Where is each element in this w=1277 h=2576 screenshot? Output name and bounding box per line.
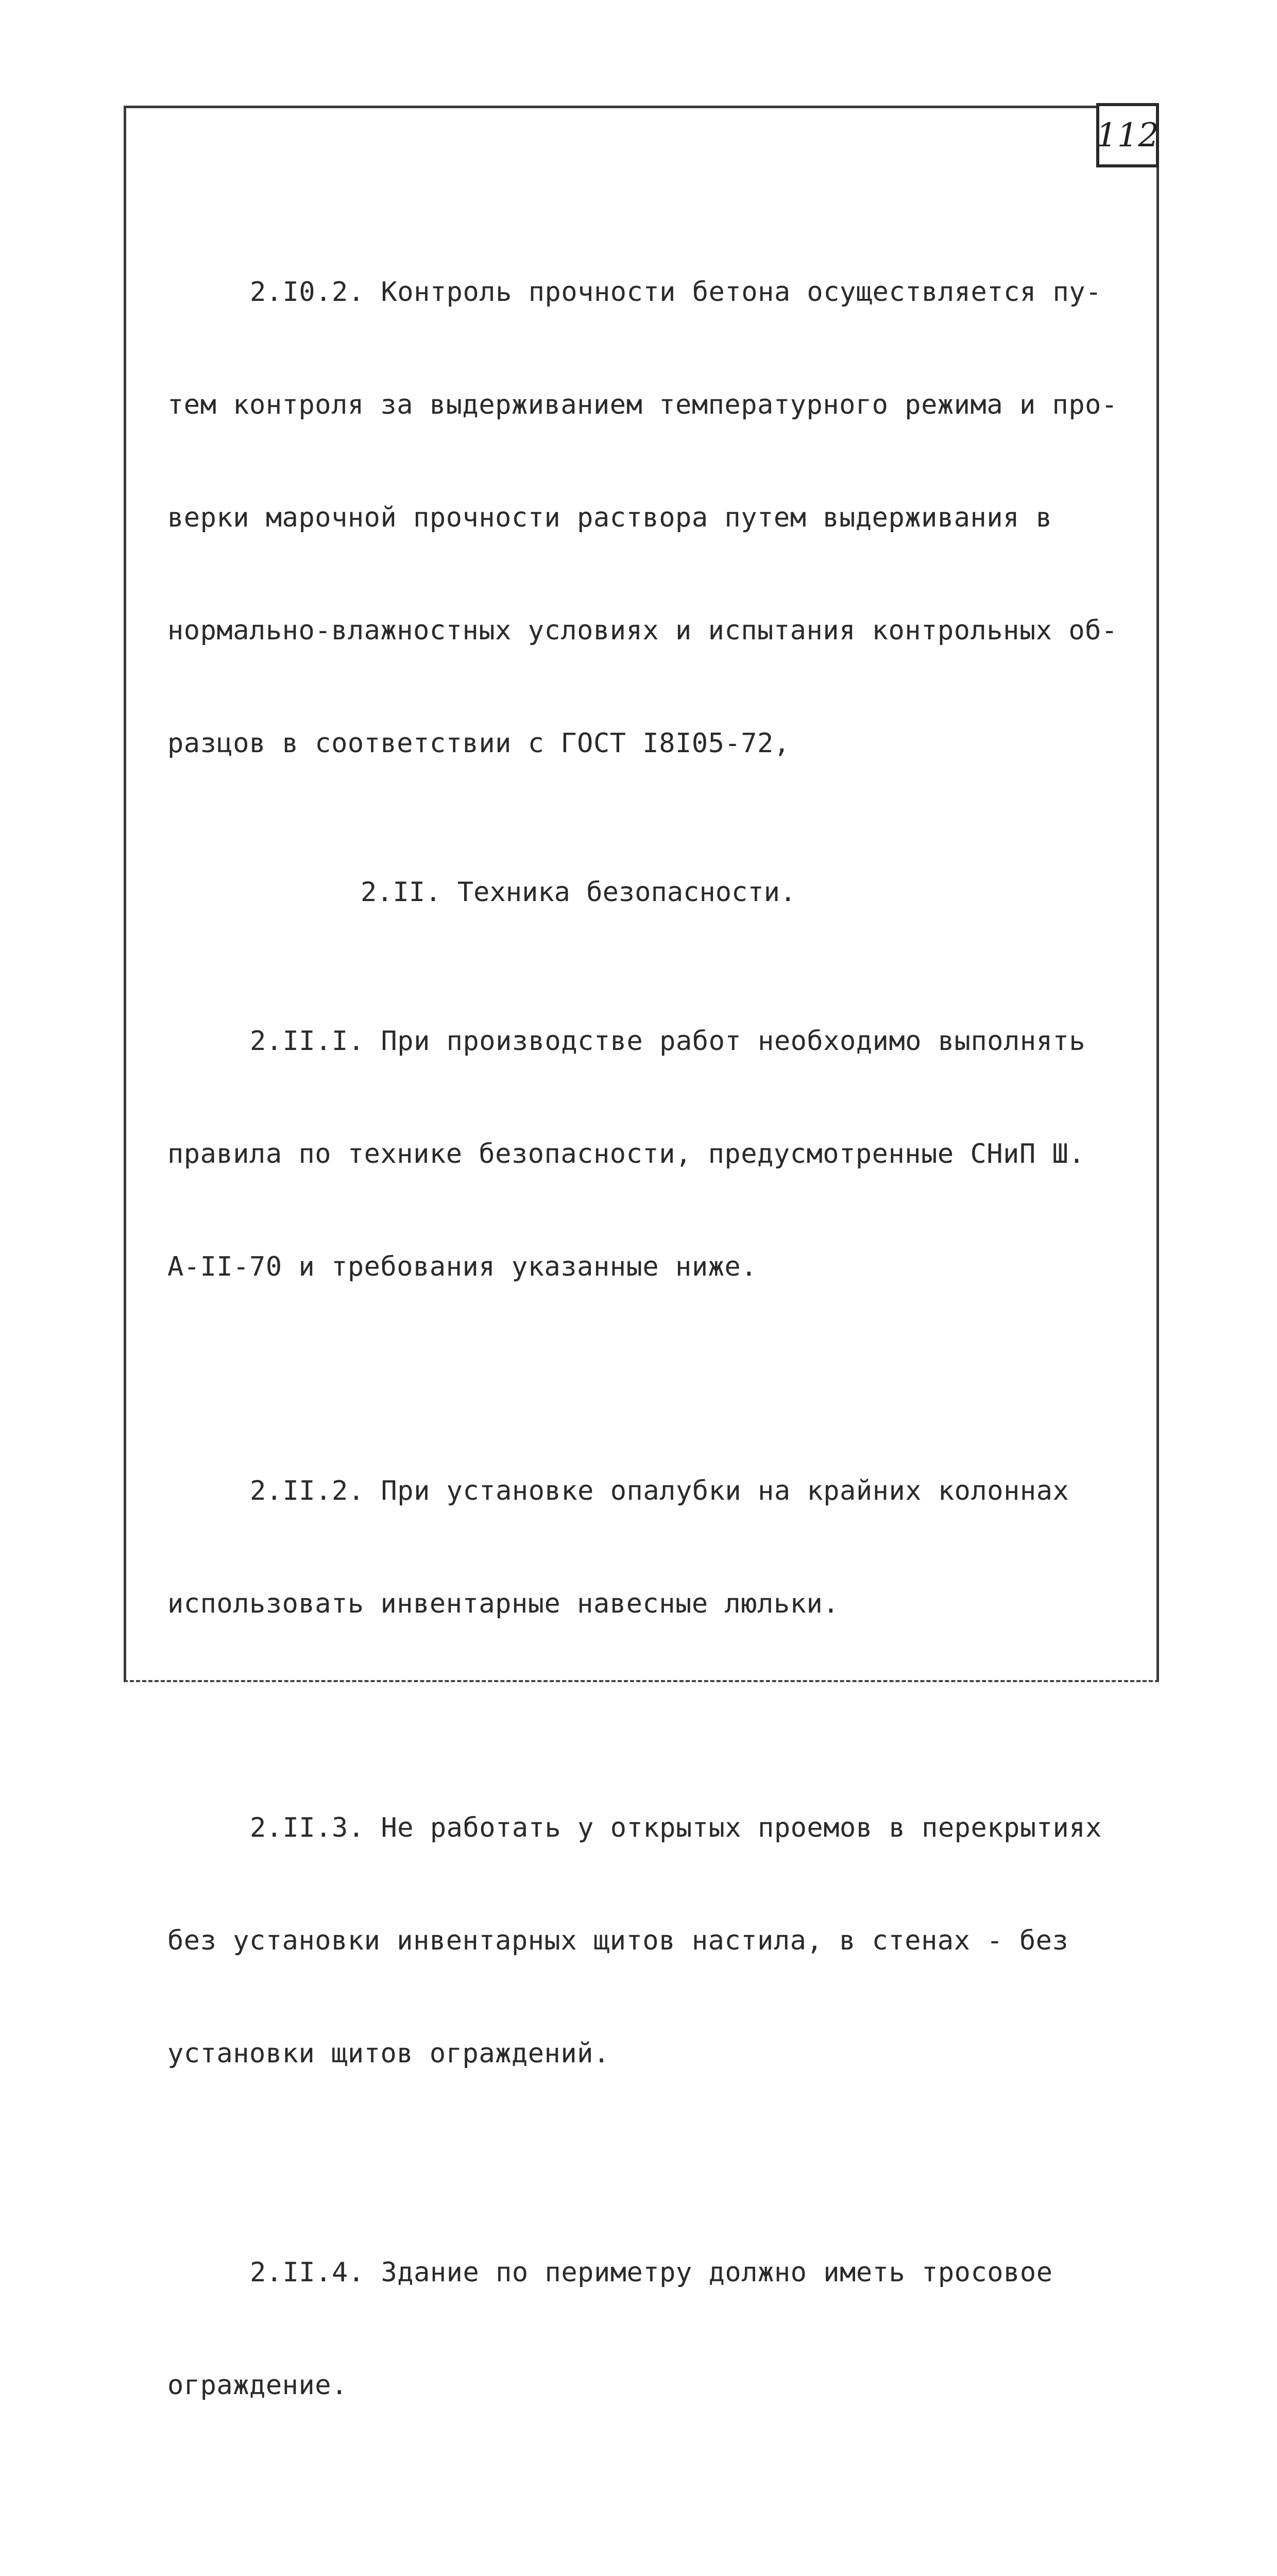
page-number: 112 — [1096, 103, 1159, 167]
text-line: 2.II.2. При установке опалубки на крайних колоннах — [250, 1476, 1069, 1506]
text-line: ограждение. — [167, 2370, 348, 2401]
text-line: 2.II.3. Не работать у открытых проемов в перекрытиях — [250, 1812, 1102, 1843]
paragraph-2-11-5 — [167, 2518, 1136, 2576]
text-line: 2.II.4. Здание по периметру должно иметь тросовое — [250, 2257, 1053, 2288]
text-line: А-II-70 и требования указанные ниже. — [167, 1251, 758, 1282]
text-line: установки щитов ограждений. — [167, 2038, 610, 2069]
text-line: без установки инвентарных щитов настила, в стенах - без — [167, 1925, 1069, 1956]
section-heading: 2.II. Техника безопасности. — [361, 877, 796, 908]
text-line: использовать инвентарные навесные люльки. — [167, 1588, 840, 1619]
document-body — [167, 198, 1136, 2576]
text-line: 2.I0.2. Контроль прочности бетона осуществляется пу- — [250, 277, 1102, 308]
paragraph-2-11-1 — [167, 947, 1136, 1361]
text-line: тем контроля за выдерживанием температурного режима и про- — [167, 389, 1118, 420]
paragraph-2-11-4 — [167, 2179, 1136, 2480]
paragraph-2-11-2 — [167, 1397, 1136, 1698]
paragraph-2-11-3 — [167, 1734, 1136, 2148]
text-line: разцов в соответствии с ГОСТ I8I05-72, — [167, 728, 790, 759]
paragraph-2-10-2 — [167, 198, 1136, 838]
text-line: нормально-влажностных условиях и испытания контрольных об- — [167, 615, 1118, 646]
text-line: правила по технике безопасности, предусмотренные СНиП Ш. — [167, 1139, 1085, 1170]
text-line: верки марочной прочности раствора путем выдерживания в — [167, 502, 1052, 533]
text-line: 2.II.I. При производстве работ необходимо выполнять — [250, 1026, 1086, 1057]
